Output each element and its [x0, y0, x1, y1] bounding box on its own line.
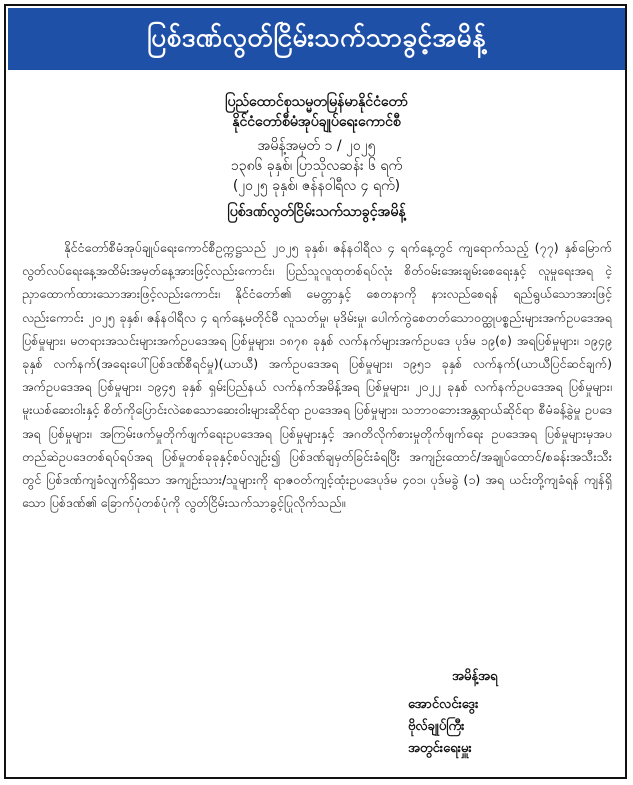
signature-position: အတွင်းရေးမှူး — [408, 741, 472, 756]
signature-by-order: အမိန့်အရ — [452, 669, 498, 684]
order-number: အမိန့်အမှတ် ၁ / ၂၀၂၅ — [257, 138, 376, 154]
date-myanmar: ၁၃၈၆ ခုနှစ်၊ ပြာသိုလဆန်း ၆ ရက် — [230, 158, 403, 174]
issuer-council: နိုင်ငံတော်စီမံအုပ်ချုပ်ရေးကောင်စီ — [232, 114, 401, 130]
announcement-body — [22, 236, 612, 514]
date-gregorian: (၂၀၂၅ ခုနှစ်၊ ဇန်နဝါရီလ ၄ ရက်) — [232, 178, 401, 194]
announcement-body-text: နိုင်ငံတော်စီမံအုပ်ချုပ်ရေးကောင်စီဥက္ကဋ္ဌသည် ၂၀၂၅ ခုနှစ်၊ ဇန်နဝါရီလ ၄ ရက်နေ့တွင် ကျရောက်သည့် (၇၇) နှစ်မြောက် လွတ်လပ်ရေးနေ့အထိမ်းအမှတ်နေ့အားဖြင့်လည်းကောင်း၊ ပြည်သူလူထုတစ်ရပ်လုံး စိတ်ဝမ်းအေးချမ်းစေရေးနှင့် လူမှုရေးအရ ငဲ့ညှာထောက်ထားသောအားဖြင့်လည်းကောင်း၊ နိုင်ငံတော်၏ မေတ္တာနှင့် စေတနာကို နားလည်စေရန် ရည်ရွယ်သောအားဖြင့်လည်းကောင်း ၂၀၂၅ ခုနှစ်၊ ဇန်နဝါရီလ ၄ ရက်နေ့မတိုင်မီ လူသတ်မှု၊ မုဒိမ်းမှု၊ ပေါက်ကွဲစေတတ်သောဝတ္ထုပစ္စည်းများအက်ဥပဒေအရ ပြစ်မှုများ၊ မတရားအသင်းများအက်ဥပဒေအရ ပြစ်မှုများ၊ ၁၈၇၈ ခုနှစ် လက်နက်များအက်ဥပဒေ ပုဒ်မ ၁၉(စ) အရပြစ်မှုများ၊ ၁၉၄၉ ခုနှစ် လက်နက်(အရေးပေါ်ပြစ်ဒဏ်စီရင်မှု)(ယာယီ) အက်ဥပဒေအရ ပြစ်မှုများ၊ ၁၉၅၁ ခုနှစ် လက်နက်(ယာယီပြင်ဆင်ချက်) အက်ဥပဒေအရ ပြစ်မှုများ၊ ၁၉၄၅ ခုနှစ် ရှမ်းပြည်နယ် လက်နက်အမိန့်အရ ပြစ်မှုများ၊ ၂၀၂၂ ခုနှစ် လက်နက်ဥပဒေအရ ပြစ်မှုများ၊ မူးယစ်ဆေးဝါးနှင့် စိတ်ကိုပြောင်းလဲစေသောဆေးဝါးများဆိုင်ရာ ဥပဒေအရ ပြစ်မှုများ၊ သဘာဝဘေးအန္တရာယ်ဆိုင်ရာ စီမံခန့်ခွဲမှု ဥပဒေအရ ပြစ်မှုများ၊ အကြမ်းဖက်မှုတိုက်ဖျက်ရေးဥပဒေအရ ပြစ်မှုများနှင့် အဂတိလိုက်စားမှုတိုက်ဖျက်ရေး ဥပဒေအရ ပြစ်မှုများမှအပ တည်ဆဲဥပဒေတစ်ရပ်ရပ်အရ ပြစ်မှုတစ်ခုခုနှင့်စပ်လျဉ်း၍ ပြစ်ဒဏ်ချမှတ်ခြင်းခံရပြီး အကျဉ်းထောင်/အချုပ်ထောင်/စခန်းအသီးသီးတွင် ပြစ်ဒဏ်ကျခံလျက်ရှိသော အကျဉ်းသား/သူများကို ရာဇဝတ်ကျင့်ထုံးဥပဒေပုဒ်မ ၄၀၁၊ ပုဒ်မခွဲ (၁) အရ ယင်းတို့ကျခံရန် ကျန်ရှိသော ပြစ်ဒဏ်၏ ခြောက်ပုံတစ်ပုံကို လွတ်ငြိမ်းသက်သာခွင့်ပြုလိုက်သည်။ — [22, 240, 612, 511]
signature-name: အောင်လင်းဒွေး — [408, 697, 479, 712]
issuer-state: ပြည်ထောင်စုသမ္မတမြန်မာနိုင်ငံတော် — [225, 94, 408, 110]
announcement-title: ပြစ်ဒဏ်လွတ်ငြိမ်းသက်သာခွင့်အမိန့် — [8, 8, 625, 70]
announcement-subheading: ပြစ်ဒဏ်လွတ်ငြိမ်းသက်သာခွင့်အမိန့် — [227, 204, 406, 220]
signature-rank: ဗိုလ်ချုပ်ကြီး — [408, 719, 465, 734]
